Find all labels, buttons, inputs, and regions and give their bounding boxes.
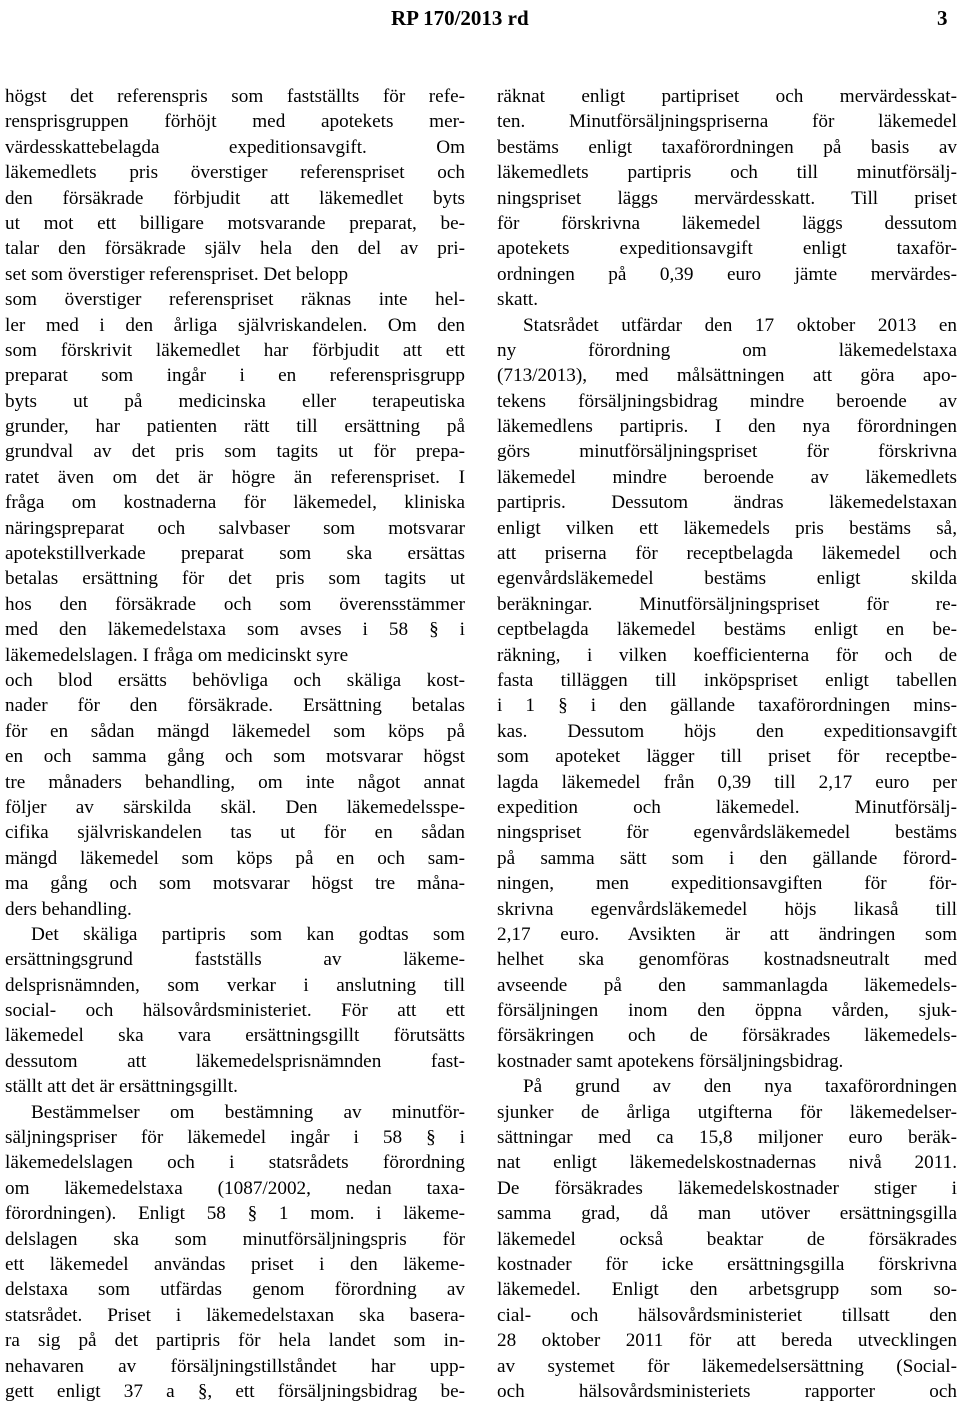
text-line: med den läkemedelstaxa som avses i 58 § i — [5, 619, 465, 641]
text-line: nehavaren av försäljningstillståndet har upp- — [5, 1355, 465, 1377]
text-line: läkemedel också beaktar de försäkrades — [497, 1228, 957, 1250]
text-line: görs minutförsäljningspriset för förskrivna — [497, 441, 957, 463]
text-line: ceptbelagda läkemedel bestäms enligt en be- — [497, 619, 957, 641]
text-line: samma grad, då man utöver ersättningsgilla — [497, 1203, 957, 1225]
text-line: läkemedlets partipris och till minutförsälj- — [497, 162, 957, 184]
text-line: följer av särskilda skäl. Den läkemedelsspe- — [5, 796, 465, 818]
text-line: på samma sätt som i den gällande förord- — [497, 847, 957, 869]
text-line: 2,17 euro. Avsikten är att ändringen som — [497, 923, 957, 945]
text-line: På grund av den nya taxaförordningen — [523, 1076, 957, 1098]
text-line: ny förordning om läkemedelstaxa — [497, 339, 957, 361]
text-line: högst det referenspris som fastställts för refe- — [5, 86, 465, 107]
text-line: ningspriset för egenvårdsläkemedel bestäms — [497, 822, 957, 844]
text-line: apotekets expeditionsavgift enligt taxaför- — [497, 238, 957, 260]
text-line: nader för den försäkrade. Ersättning betalas — [5, 695, 465, 717]
text-line: tekens försäljningsbidrag mindre beroende av — [497, 390, 957, 412]
text-line: fråga om kostnaderna för läkemedel, kliniska — [5, 492, 465, 514]
text-line: ten. Minutförsäljningspriserna för läkemedel — [497, 111, 957, 133]
text-line: läkemedel mindre beroende av läkemedlets — [497, 466, 957, 488]
text-line: läkemedel. Enligt den arbetsgrupp som so- — [497, 1279, 957, 1301]
text-line: hos den försäkrade och som överensstämmer — [5, 593, 465, 615]
text-line: för förskrivna läkemedel läggs dessutom — [497, 212, 957, 234]
text-line: (713/2013), med målsättningen att göra apo- — [497, 365, 957, 387]
left-text-column — [5, 84, 465, 1404]
text-line: skatt. — [497, 289, 539, 311]
text-line: cial- och hälsovårdsministeriet tillsatt den — [497, 1304, 957, 1326]
text-line: ordningen på 0,39 euro jämte mervärdes- — [497, 263, 957, 285]
text-line: den försäkrade förbjudit att läkemedlet byts — [5, 187, 465, 209]
text-line: sättningar med ca 15,8 miljoner euro beräk- — [497, 1127, 957, 1149]
text-line: och blod ersätts behövliga och skäliga kost- — [5, 669, 465, 691]
text-line: ställt att det är ersättningsgillt. — [5, 1076, 238, 1098]
text-line: näringspreparat och salvbaser som motsvarar — [5, 517, 465, 539]
text-line: Bestämmelser om bestämning av minutför- — [31, 1101, 465, 1123]
text-line: för en sådan mängd läkemedel som köps på — [5, 720, 465, 742]
text-line: De försäkrades läkemedelskostnader stiger i — [497, 1177, 957, 1199]
text-line: set som överstiger referenspriset. Det belopp — [5, 263, 349, 285]
text-line: ningspriset läggs mervärdesskatt. Till priset — [497, 187, 957, 209]
page-header — [0, 6, 960, 32]
text-line: räkning, i vilken koefficienterna för och de — [497, 644, 957, 666]
text-line: gett enligt 37 a §, ett försäljningsbidrag be- — [5, 1380, 465, 1402]
text-line: delsprisnämnden, som verkar i anslutning till — [5, 974, 465, 996]
text-line: lagda läkemedel från 0,39 till 2,17 euro per — [497, 771, 957, 793]
text-line: helhet ska genomföras kostnadsneutralt med — [497, 949, 957, 971]
text-line: avseende på den sammanlagda läkemedels- — [497, 974, 957, 996]
text-line: betalas ersättning för det pris som tagits ut — [5, 568, 465, 590]
text-line: social- och hälsovårdsministeriet. För att ett — [5, 1000, 465, 1022]
text-line: beräkningar. Minutförsäljningspriset för re- — [497, 593, 957, 615]
text-line: talar den försäkrade själv hela den del av pri- — [5, 238, 465, 260]
text-line: säljningspriser för läkemedel ingår i 58 § i — [5, 1127, 465, 1149]
text-line: kas. Dessutom höjs den expeditionsavgift — [497, 720, 957, 742]
text-line: Det skäliga partipris som kan godtas som — [31, 923, 465, 945]
text-line: ningen, men expeditionsavgiften för för- — [497, 873, 957, 895]
text-line: tre månaders behandling, om inte något annat — [5, 771, 465, 793]
page-number: 3 — [937, 6, 948, 30]
text-line: statsrådet. Priset i läkemedelstaxan ska basera- — [5, 1304, 465, 1326]
text-line: som apoteket lägger till priset för receptbe- — [497, 746, 957, 768]
text-line: grunder, har patienten rätt till ersättning på — [5, 416, 465, 438]
text-line: ersättningsgrund fastställs av läkeme- — [5, 949, 465, 971]
text-line: Statsrådet utfärdar den 17 oktober 2013 en — [523, 314, 957, 336]
text-line: ma gång och som motsvarar högst tre måna- — [5, 873, 465, 895]
text-line: försäljningen inom den öppna vården, sjuk- — [497, 1000, 957, 1022]
text-line: cifika självriskandelen tas ut för en sådan — [5, 822, 465, 844]
text-line: ra sig på det partipris för hela landet som in- — [5, 1330, 465, 1352]
document-reference: RP 170/2013 rd — [391, 6, 529, 30]
text-line: förordningen). Enligt 58 § 1 mom. i läkeme- — [5, 1203, 465, 1225]
text-line: partipris. Dessutom ändras läkemedelstaxan — [497, 492, 957, 514]
text-line: läkemedelslagen. I fråga om medicinskt syre — [5, 644, 349, 666]
text-line: delstaxa som utfärdas genom förordning av — [5, 1279, 465, 1301]
text-line: om läkemedelstaxa (1087/2002, nedan taxa- — [5, 1177, 465, 1199]
text-line: som överstiger referenspriset räknas inte hel- — [5, 289, 465, 311]
text-line: expedition och läkemedel. Minutförsälj- — [497, 796, 957, 818]
text-line: nat enligt läkemedelskostnadernas nivå 2011. — [497, 1152, 957, 1174]
text-line: apotekstillverkade preparat som ska ersättas — [5, 543, 465, 565]
text-line: ut mot ett billigare motsvarande preparat, be- — [5, 212, 465, 234]
text-line: preparat som ingår i en referensprisgrupp — [5, 365, 465, 387]
text-line: läkemedlens partipris. I den nya förordningen — [497, 416, 957, 438]
text-line: mängd läkemedel som köps på en och sam- — [5, 847, 465, 869]
text-line: kostnader för icke ersättningsgilla förskrivna — [497, 1253, 957, 1275]
text-line: rensprisgruppen förhöjt med apotekets mer- — [5, 111, 465, 133]
text-line: bestäms enligt taxaförordningen på basis av — [497, 136, 957, 158]
text-line: ett läkemedel användas priset i den läkeme- — [5, 1253, 465, 1275]
text-line: försäkringen och de försäkrades läkemedels- — [497, 1025, 957, 1047]
text-line: fasta tilläggen till inköpspriset enligt tabellen — [497, 669, 957, 691]
text-line: enligt vilken ett läkemedels pris bestäms så, — [497, 517, 957, 539]
text-line: av systemet för läkemedelsersättning (Social- — [497, 1355, 957, 1377]
right-text-column — [497, 84, 957, 1404]
text-line: egenvårdsläkemedel bestäms enligt skilda — [497, 568, 957, 590]
text-line: en och samma gång och som motsvarar högst — [5, 746, 465, 768]
text-line: ratet även om det är högre än referenspriset. I — [5, 466, 465, 488]
text-line: värdesskattebelagda expeditionsavgift. Om — [5, 136, 465, 158]
text-line: skrivna egenvårdsläkemedel höjs likaså till — [497, 898, 957, 920]
text-line: byts ut på medicinska eller terapeutiska — [5, 390, 465, 412]
text-line: grundval av det pris som tagits ut för prepa- — [5, 441, 465, 463]
text-line: läkemedlets pris överstiger referenspriset och — [5, 162, 465, 184]
text-line: dessutom att läkemedelsprisnämnden fast- — [5, 1050, 465, 1072]
text-line: kostnader samt apotekens försäljningsbidrag. — [497, 1050, 844, 1072]
text-line: räknat enligt partipriset och mervärdesskat- — [497, 86, 957, 107]
text-line: delslagen ska som minutförsäljningspris för — [5, 1228, 465, 1250]
text-line: och hälsovårdsministeriets rapporter och — [497, 1380, 957, 1402]
text-line: läkemedel ska vara ersättningsgillt förutsätts — [5, 1025, 465, 1047]
text-line: 28 oktober 2011 för att bereda utvecklingen — [497, 1330, 957, 1352]
text-line: som förskrivit läkemedlet har förbjudit att ett — [5, 339, 465, 361]
text-line: sjunker de årliga utgifterna för läkemedelser- — [497, 1101, 957, 1123]
text-line: i 1 § i den gällande taxaförordningen mins- — [497, 695, 957, 717]
text-line: att priserna för receptbelagda läkemedel och — [497, 543, 957, 565]
text-line: läkemedelslagen och i statsrådets förordning — [5, 1152, 465, 1174]
text-line: ders behandling. — [5, 898, 132, 920]
text-line: ler med i den årliga självriskandelen. Om den — [5, 314, 465, 336]
